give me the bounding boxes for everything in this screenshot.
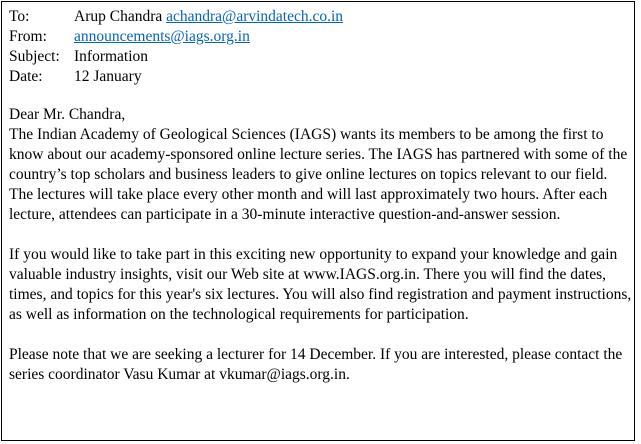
- email-body: [9, 105, 633, 385]
- subject-row: [9, 47, 343, 67]
- to-row: [9, 7, 343, 27]
- email-header: [9, 7, 343, 87]
- from-row: [9, 27, 343, 47]
- from-email-link[interactable]: announcements@iags.org.in: [74, 28, 250, 45]
- from-value: [74, 27, 250, 47]
- paragraph-2: If you would like to take part in this exciting new opportunity to expand your knowledge and gain valuable industry insights, visit our Web site at www.IAGS.org.in. There you will find the dates, times, and topics for this year's six lectures. You will also find registration and payment instructions, as well as information on the technological requirements for participation.: [9, 246, 632, 323]
- date-row: [9, 67, 343, 87]
- subject-label: Subject:: [9, 48, 60, 65]
- to-email-link[interactable]: achandra@arvindatech.co.in: [166, 8, 344, 25]
- subject-value: Information: [74, 48, 149, 65]
- from-label: From:: [9, 28, 47, 45]
- to-label: To:: [9, 8, 30, 25]
- to-name: Arup Chandra: [74, 8, 163, 25]
- to-value: [74, 7, 343, 27]
- email-frame: [1, 1, 635, 441]
- greeting: Dear Mr. Chandra,: [9, 106, 126, 123]
- paragraph-1: The Indian Academy of Geological Sciences (IAGS) wants its members to be among the first to know about our academy-sponsored online lecture series. The IAGS has partnered with some of the country’s top scholars and business leaders to give online lectures on topics relevant to our field. The lectures will take place every other month and will last approximately two hours. After each lecture, attendees can participate in a 30-minute interactive question-and-answer session.: [9, 126, 628, 223]
- paragraph-3: Please note that we are seeking a lecturer for 14 December. If you are interested, please contact the series coordinator Vasu Kumar at vkumar@iags.org.in.: [9, 346, 623, 383]
- date-label: Date:: [9, 68, 43, 85]
- date-value: 12 January: [74, 68, 142, 85]
